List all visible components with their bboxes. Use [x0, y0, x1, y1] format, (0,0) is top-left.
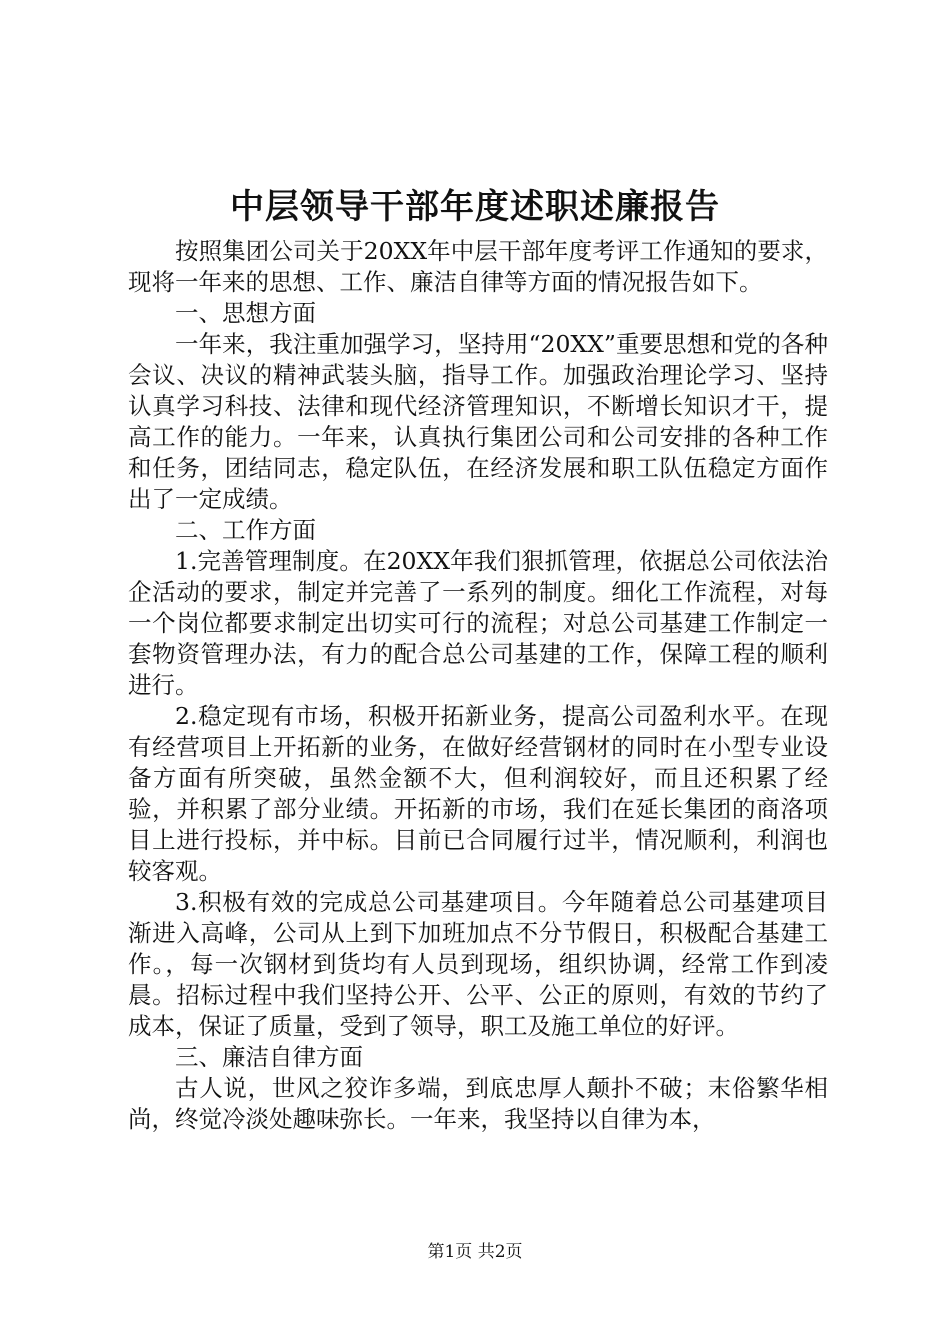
section-heading-integrity: 三、廉洁自律方面	[175, 1043, 363, 1071]
section-heading-thought: 一、思想方面	[175, 299, 316, 327]
section-paragraph-thought: 一年来，我注重加强学习，坚持用“20XX”重要思想和党的各种会议、决议的精神武装头脑，指导工作。加强政治理论学习、坚持认真学习科技、法律和现代经济管理知识，不断增长知识才干，提高工作的能力。一年来，认真执行集团公司和公司安排的各种工作和任务，团结同志，稳定队伍，在经济发展和职工队伍稳定方面作出了一定成绩。	[128, 330, 828, 513]
intro-paragraph: 按照集团公司关于20XX年中层干部年度考评工作通知的要求，现将一年来的思想、工作、廉洁自律等方面的情况报告如下。	[128, 237, 828, 296]
work-item-3: 3.积极有效的完成总公司基建项目。今年随着总公司基建项目渐进入高峰，公司从上到下加班加点不分节假日，积极配合基建工作。，每一次钢材到货均有人员到现场，组织协调，经常工作到凌晨。招标过程中我们坚持公开、公平、公正的原则，有效的节约了成本，保证了质量，受到了领导，职工及施工单位的好评。	[128, 888, 828, 1040]
document-title: 中层领导干部年度述职述廉报告	[230, 187, 720, 227]
document-body	[128, 236, 828, 1135]
work-item-2: 2.稳定现有市场，积极开拓新业务，提高公司盈利水平。在现有经营项目上开拓新的业务，在做好经营钢材的同时在小型专业设备方面有所突破，虽然金额不大，但利润较好，而且还积累了经验，并积累了部分业绩。开拓新的市场，我们在延长集团的商洛项目上进行投标，并中标。目前已合同履行过半，情况顺利，利润也较客观。	[128, 702, 828, 885]
page-number-footer: 第1页 共2页	[427, 1242, 523, 1262]
section-paragraph-integrity: 古人说，世风之狡诈多端，到底忠厚人颠扑不破；末俗繁华相尚，终觉冷淡处趣味弥长。一年来，我坚持以自律为本，	[128, 1074, 828, 1133]
work-item-1: 1.完善管理制度。在20XX年我们狠抓管理，依据总公司依法治企活动的要求，制定并完善了一系列的制度。细化工作流程，对每一个岗位都要求制定出切实可行的流程；对总公司基建工作制定一套物资管理办法，有力的配合总公司基建的工作，保障工程的顺利进行。	[128, 547, 828, 699]
section-heading-work: 二、工作方面	[175, 516, 316, 544]
